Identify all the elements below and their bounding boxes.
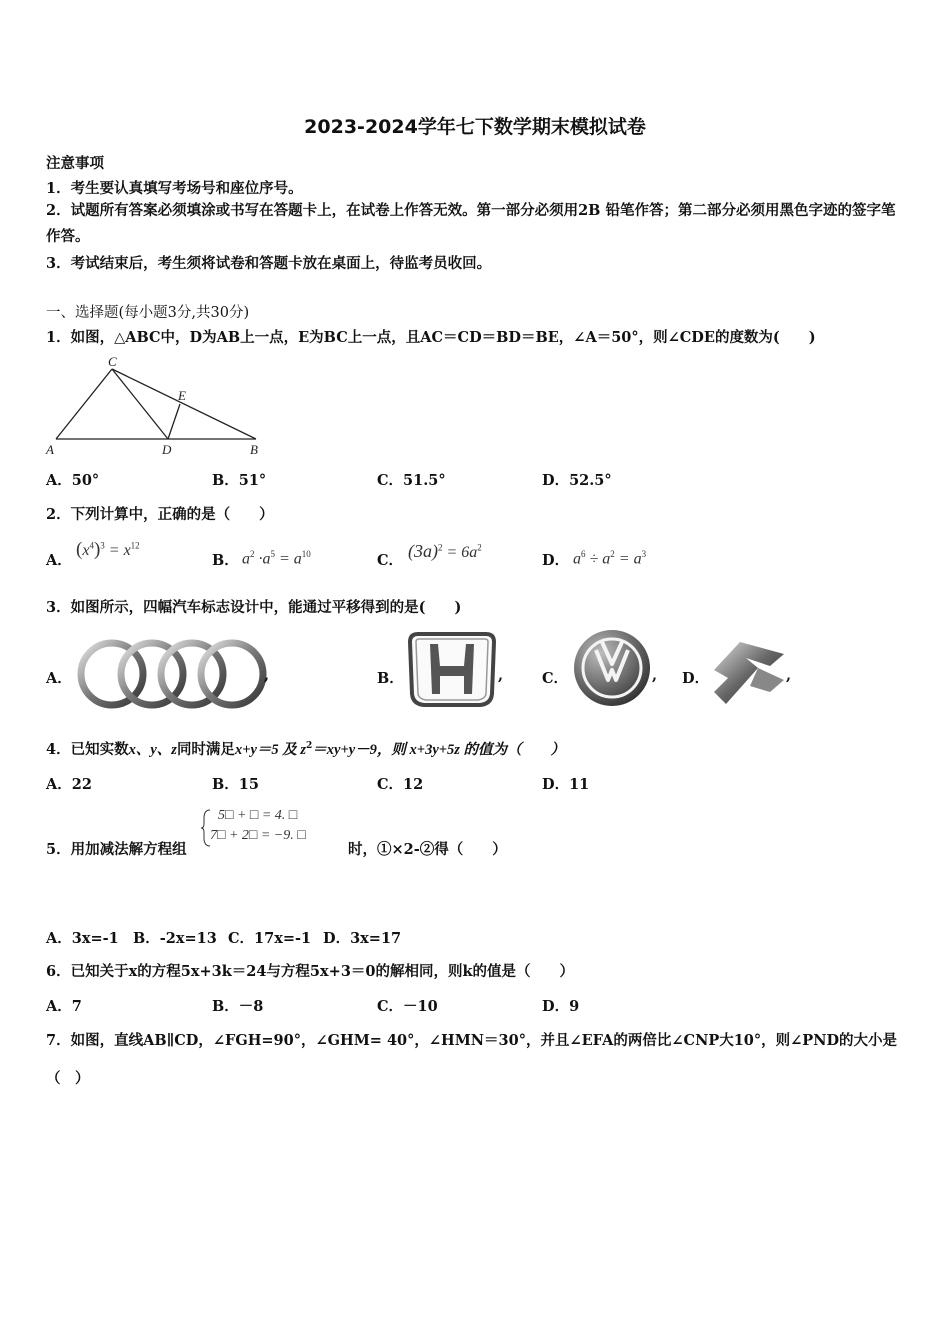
q2-option-b-expr [242,549,311,568]
q5-option-d: D．3x=17 [323,930,402,947]
b-exp-1: 2 [250,549,255,559]
notice-item-2: 2．试题所有答案必须填涂或书写在答题卡上，在试卷上作答无效。第一部分必须用2B 铅笔作答；第二部分必须用黑色字迹的签字笔作答。 [46,202,896,245]
a-exp-inner: 4 [89,540,94,551]
a-rhs: = x [108,542,131,559]
q2-option-a-letter: A． [46,552,72,569]
label-d: D [162,442,172,457]
segment-cd [112,369,168,439]
q2-option-d-letter: D． [542,552,570,569]
q5-equation-system [204,806,306,846]
label-a: A [46,442,54,457]
suzuki-s-top [714,642,784,704]
segment-ac [56,369,112,439]
notice-item-1: 1．考生要认真填写考场号和座位序号。 [46,180,303,197]
q2-stem: 2．下列计算中，正确的是（ ） [46,506,274,523]
q6-option-c: C．－10 [377,998,438,1015]
a-exp-rhs: 12 [130,540,140,551]
c-rhs: = 6a [446,544,478,561]
q4-eq1: x+y＝5 及 z [234,742,307,758]
a-base: x [82,542,90,559]
q6-option-a: A．7 [46,998,82,1015]
equation-1: 5□ + □ = 4. □ [218,808,298,823]
q3-comma-b: , [498,667,504,684]
q3-comma-c: , [652,667,658,684]
segment-de [168,404,180,439]
a-exp-outer: 3 [100,540,105,551]
q6-stem: 6．已知关于x的方程5x+3k＝24与方程5x+3＝0的解相同，则k的值是（ ） [46,963,575,980]
q3-comma-a: , [264,667,270,684]
b-dot: ·a [258,550,271,568]
q2-option-c-expr [408,541,482,562]
c-exp-2: 2 [477,542,482,553]
d-rhs: = a [618,550,642,568]
q1-option-d: D．52.5° [542,472,612,489]
equation-2: 7□ + 2□ = −9. □ [210,828,306,843]
q1-triangle-figure [44,352,264,458]
q5-stem-post: 时，①×2-②得（ ） [348,841,507,858]
q4-stem-mid: 同时满足 [176,741,235,758]
q4-vars: x、y、z [128,742,177,758]
q4-eq2: ＝xy+y－9，则 x+3y+5z 的值为（ ） [312,742,566,758]
b-rhs: = a [279,550,302,568]
q4-option-b: B．15 [212,776,259,793]
q3-comma-d: , [786,667,792,684]
q5-option-c: C．17x=-1 [228,930,312,947]
q5-option-b: B．-2x=13 [133,930,217,947]
d-exp-rhs: 3 [641,549,647,559]
q5-stem-pre: 5．用加减法解方程组 [46,841,187,858]
c-lhs: (3a) [408,541,438,561]
q1-option-c: C．51.5° [377,472,446,489]
q3-option-c-letter: C． [542,670,569,687]
c-exp-1: 2 [438,542,443,553]
label-c: C [108,354,117,369]
q6-option-b: B．－8 [212,998,264,1015]
audi-rings-logo [74,636,268,712]
q2-option-c-letter: C． [377,552,404,569]
q2-option-b-letter: B． [212,552,239,569]
q4-stem-pre: 4．已知实数 [46,741,129,758]
d-div: ÷ a [589,550,611,568]
q3-option-a-letter: A． [46,670,72,687]
notice-item-3: 3．考试结束后，考生须将试卷和答题卡放在桌面上，待监考员收回。 [46,255,492,272]
q7-stem: 7．如图，直线AB∥CD，∠FGH=90°，∠GHM= 40°，∠HMN＝30°，并且∠EFA的两倍比∠CNP大10°，则∠PND的大小是（ ） [46,1032,898,1087]
b-exp-rhs: 10 [301,549,311,559]
notice-heading: 注意事项 [46,155,104,172]
q4-option-d: D．11 [542,776,590,793]
q6-option-d: D．9 [542,998,580,1015]
honda-logo [404,632,500,708]
volkswagen-logo [572,628,652,708]
q1-option-a: A．50° [46,472,100,489]
label-b: B [250,442,258,457]
q4-stem [46,738,565,759]
page-title: 2023-2024学年七下数学期末模拟试卷 [304,116,646,138]
q1-option-b: B．51° [212,472,267,489]
section-heading: 一、选择题(每小题3分,共30分) [46,305,250,321]
q4-square: 2 [306,741,313,752]
q5-option-a: A．3x=-1 [46,930,119,947]
b-base: a [242,550,250,568]
d-exp-1: 6 [581,549,586,559]
d-base: a [573,550,581,568]
d-exp-2: 2 [610,549,615,559]
label-e: E [178,388,186,403]
q3-stem: 3．如图所示，四幅汽车标志设计中，能通过平移得到的是( ) [46,599,462,616]
q4-option-c: C．12 [377,776,424,793]
q2-option-d-expr [573,549,646,568]
segment-cb [112,369,256,439]
q4-option-a: A．22 [46,776,92,793]
q2-option-a-expr: $(x^4)^3 = x^{12}$ [76,539,140,560]
ring-4 [201,643,263,705]
q3-option-d-letter: D． [682,670,710,687]
q3-option-b-letter: B． [377,670,404,687]
suzuki-logo [710,640,788,706]
q1-stem: 1．如图，△ABC中，D为AB上一点，E为BC上一点，且AC＝CD＝BD＝BE，∠A＝50°，则∠CDE的度数为( ) [46,329,816,346]
b-exp-2: 5 [270,549,275,559]
suzuki-s-bottom [750,668,784,692]
